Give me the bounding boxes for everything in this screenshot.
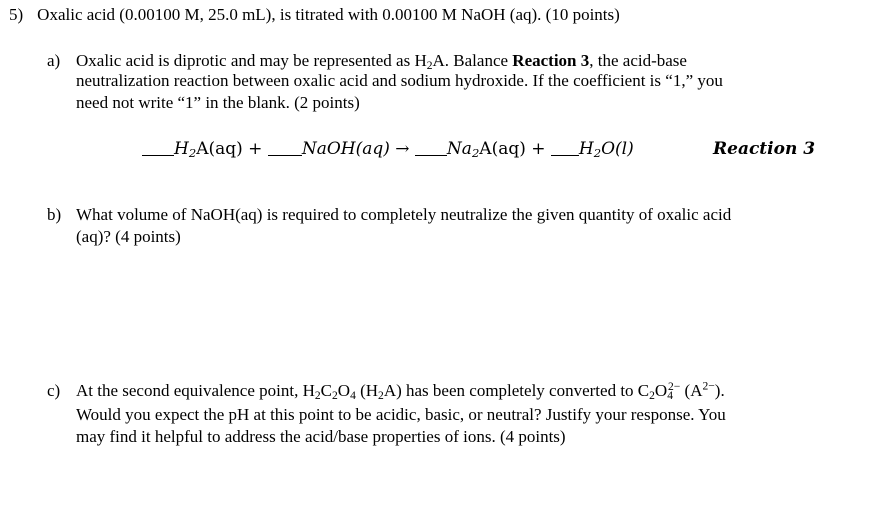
reaction-label: Reaction 3	[713, 139, 816, 159]
part-c-line-3: may find it helpful to address the acid/base properties of ions. (4 points)	[76, 427, 566, 446]
part-b-line-2: (aq)? (4 points)	[76, 227, 181, 246]
question-header	[9, 4, 620, 26]
na2a-formula: Na	[446, 139, 472, 159]
subscript: 2	[649, 388, 655, 402]
subscript: 4	[350, 388, 356, 402]
h2a-formula: H	[174, 139, 189, 159]
part-c-text: O	[654, 381, 668, 400]
part-c-line-1	[76, 380, 725, 402]
part-c-text: O	[337, 381, 351, 400]
subscript: 2	[593, 145, 602, 160]
h2o-formula: H	[578, 139, 594, 159]
h2a-state: A(aq) +	[196, 139, 268, 159]
subscript: 2	[378, 388, 384, 402]
reaction-equation	[142, 138, 634, 160]
subscript: 4	[667, 388, 673, 402]
naoh-formula: NaOH(aq) →	[301, 139, 415, 159]
part-c-text: At the second equivalence point, H	[76, 381, 315, 400]
part-c-text: ).	[714, 381, 725, 400]
part-b-line-1: What volume of NaOH(aq) is required to completely neutralize the given quantity of oxalic acid	[76, 205, 732, 224]
subscript: 2	[471, 145, 480, 160]
part-c-text: (A	[680, 381, 703, 400]
coefficient-blank-h2a[interactable]	[142, 139, 174, 156]
subscript: 2	[426, 58, 433, 72]
part-a-line-2: neutralization reaction between oxalic acid and sodium hydroxide. If the coefficient is “1,” you	[76, 71, 723, 90]
part-c-text: A) has been completely converted to C	[383, 381, 650, 400]
part-c-text: C	[320, 381, 332, 400]
part-a-line-1	[76, 50, 687, 72]
subscript: 2	[188, 145, 197, 160]
part-b-label: b)	[47, 205, 62, 224]
coefficient-blank-h2o[interactable]	[551, 139, 579, 156]
coefficient-blank-naoh[interactable]	[268, 139, 302, 156]
part-a-text: , the acid-base	[589, 51, 687, 70]
na2a-state: A(aq) +	[479, 139, 551, 159]
coefficient-blank-na2a[interactable]	[415, 139, 447, 156]
part-c-line-2: Would you expect the pH at this point to be acidic, basic, or neutral? Justify your response. You	[76, 405, 726, 424]
reaction-reference: Reaction 3	[512, 51, 590, 70]
part-a-text: Oxalic acid is diprotic and may be represented as H	[76, 51, 427, 70]
part-a-text: A. Balance	[432, 51, 513, 70]
h2o-state: O(l)	[601, 139, 634, 159]
part-a-label: a)	[47, 51, 61, 70]
part-c-label: c)	[47, 381, 61, 400]
superscript-charge: 2−	[667, 379, 681, 393]
subscript: 2	[332, 388, 338, 402]
part-c-text: (H	[355, 381, 379, 400]
part-a-line-3: need not write “1” in the blank. (2 points)	[76, 93, 360, 112]
question-number: 5)	[9, 5, 24, 24]
superscript-charge: 2−	[702, 379, 715, 393]
subscript: 2	[314, 388, 321, 402]
question-text: Oxalic acid (0.00100 M, 25.0 mL), is titrated with 0.00100 M NaOH (aq). (10 points)	[37, 5, 620, 24]
